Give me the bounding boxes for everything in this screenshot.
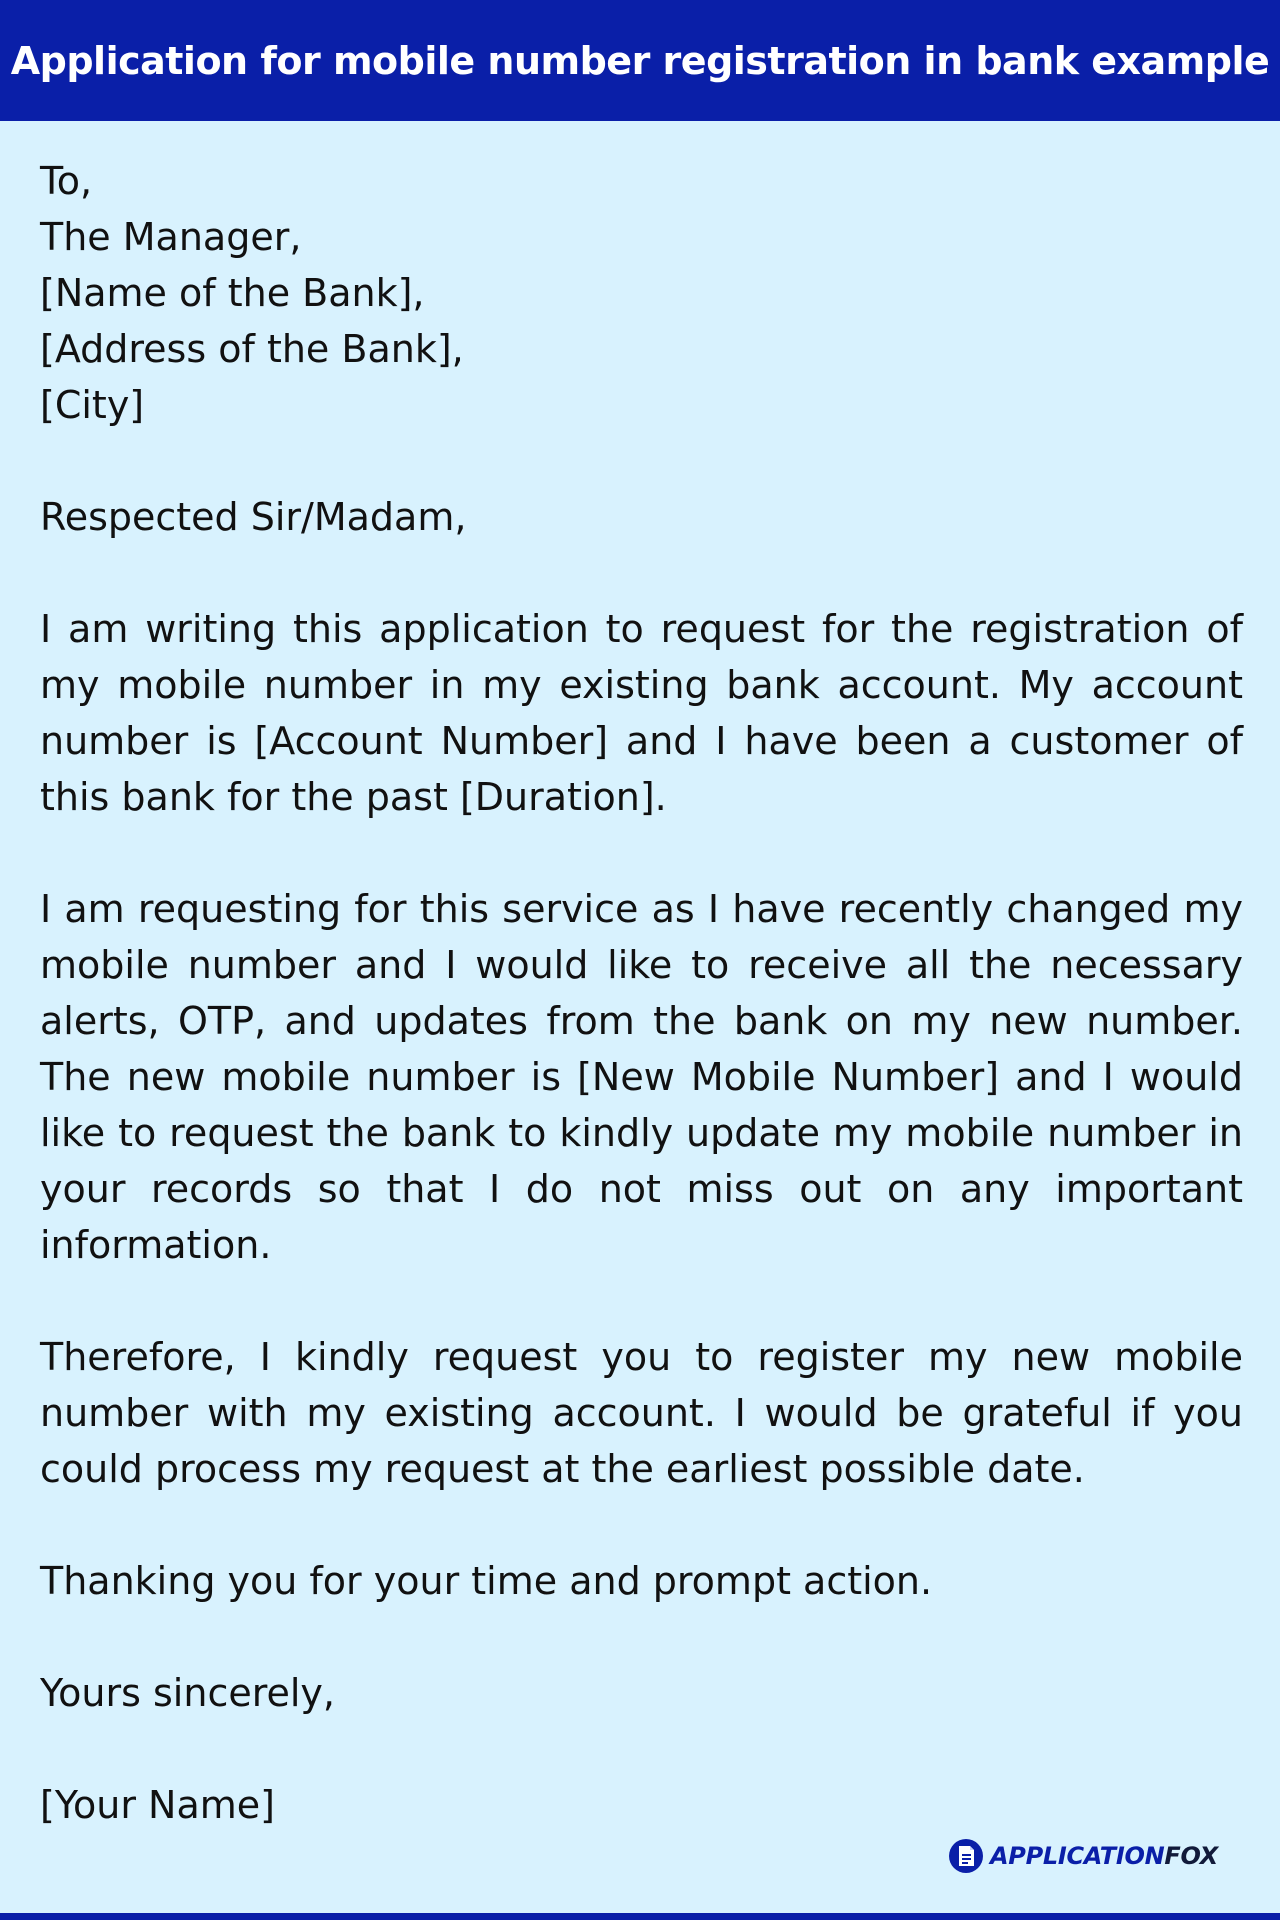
body-paragraph: I am requesting for this service as I have recently changed my mobile number and I would like to receive all the necessary alerts, OTP, and updates from the bank on my new number. The new mobile number is [New Mobile Number] and I would like to request the bank to kindly update my mobile number in your records so that I do not miss out on any important information.	[40, 887, 1243, 1267]
address-line: [City]	[40, 383, 145, 427]
brand-logo	[948, 1836, 1218, 1876]
signature-line: [Your Name]	[40, 1783, 275, 1827]
brand-name	[990, 1842, 1218, 1870]
brand-name-part2: FOX	[1164, 1842, 1218, 1870]
thanks-line: Thanking you for your time and prompt action.	[40, 1559, 933, 1603]
address-line: [Address of the Bank],	[40, 327, 464, 371]
page-title: Application for mobile number registration in bank example	[10, 38, 1270, 83]
address-line: To,	[40, 159, 93, 203]
recipient-address	[40, 153, 1243, 433]
salutation: Respected Sir/Madam,	[40, 495, 467, 539]
letter-body	[40, 153, 1243, 1889]
header-banner	[0, 0, 1280, 121]
brand-name-part1: APPLICATION	[990, 1842, 1165, 1870]
body-paragraph: Therefore, I kindly request you to register my new mobile number with my existing account. I would be grateful if you could process my request at the earliest possible date.	[40, 1335, 1243, 1491]
document-icon	[948, 1838, 984, 1874]
body-paragraph: I am writing this application to request for the registration of my mobile number in my existing bank account. My account number is [Account Number] and I have been a customer of this bank for the past [Duration].	[40, 607, 1243, 819]
closing-line: Yours sincerely,	[40, 1671, 336, 1715]
address-line: The Manager,	[40, 215, 302, 259]
bottom-border	[0, 1913, 1280, 1920]
address-line: [Name of the Bank],	[40, 271, 425, 315]
